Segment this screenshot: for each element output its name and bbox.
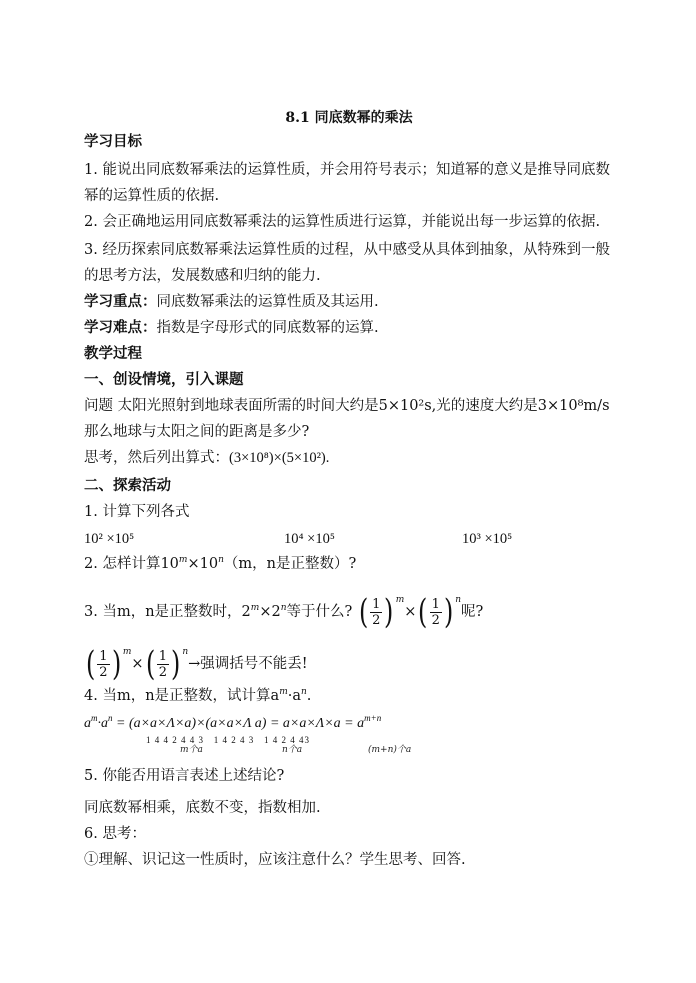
formula-brace-digits: 1 4 4 2 4 4 3 1 4 2 4 3 1 4 2 4 43: [146, 735, 310, 745]
goal-2: 2. 会正确地运用同底数幂乘法的运算性质进行运算，并能说出每一步运算的依据.: [84, 214, 601, 230]
emphasis-line: ( $\frac{1}{2}$ ) $^m$×( $\frac{1}{2}$ ) $^n$→强调括号不能丢!: [85, 644, 308, 684]
item-4-text: 4. 当m，n是正整数，试计算a: [84, 688, 280, 704]
item-5: 5. 你能否用语言表述上述结论?: [84, 768, 285, 784]
calc-expression-3: 10³ ×10⁵: [462, 531, 513, 547]
item-2-text-a: 2. 怎样计算10: [84, 556, 179, 572]
process-heading: 教学过程: [84, 345, 142, 362]
rule-statement: 同底数幂相乘，底数不变，指数相加.: [84, 800, 321, 816]
problem-line-2: 那么地球与太阳之间的距离是多少?: [84, 424, 310, 440]
item-3-text-c: 呢?: [461, 604, 484, 620]
key-points: [84, 292, 379, 312]
calc-expression-2: 10⁴ ×10⁵: [284, 531, 335, 547]
section-2-heading: 二、探索活动: [84, 477, 171, 494]
item-3: 3. 当m，n是正整数时，$2^m\times 2^n$等于什么? ( $\frac{1}{2}$ ) $^m$×( $\frac{1}{2}$ ) $^n$呢?: [84, 592, 484, 632]
item-6-1: ①理解、识记这一性质时，应该注意什么？学生思考、回答.: [84, 852, 466, 868]
goal-3-line-1: 3. 经历探索同底数幂乘法运算性质的过程，从中感受从具体到抽象，从特殊到一般: [84, 242, 610, 258]
brace-label-m: m个a: [180, 745, 203, 755]
item-4: 4. 当m，n是正整数，试计算$a^m\cdot a^n$.: [84, 687, 312, 704]
goal-3-line-2: 的思考方法，发展数感和归纳的能力.: [84, 268, 321, 284]
item-2-text-b: （m，n是正整数）?: [223, 556, 357, 572]
item-2: 2. 怎样计算$10^m\times 10^n(m$，n是正整数）?: [84, 555, 357, 572]
problem-line-1: 问题 太阳光照射到地球表面所需的时间大约是5×10²s,光的速度大约是3×10⁸m/s: [84, 398, 610, 414]
think-label: 思考，然后列出算式：: [84, 450, 229, 466]
goal-1-line-2: 幂的运算性质的依据.: [84, 188, 220, 204]
think-expression: (3×10⁸)×(5×10²).: [229, 450, 330, 466]
difficulties: [84, 318, 379, 338]
brace-label-n: n个a: [282, 745, 303, 755]
difficulty-text: 指数是字母形式的同底数幂的运算.: [156, 320, 379, 336]
difficulty-label: 学习难点：: [84, 319, 157, 336]
think-line: [84, 448, 329, 468]
calc-expression-1: 10² ×10⁵: [84, 531, 135, 547]
page-title: 8.1 同底数幂的乘法: [285, 110, 413, 126]
goals-heading: 学习目标: [84, 133, 142, 150]
section-1-heading: 一、创设情境，引入课题: [84, 371, 244, 388]
item-6: 6. 思考：: [84, 826, 146, 842]
item-3-text-a: 3. 当m，n是正整数时，2: [84, 604, 251, 620]
item-3-text-b: 等于什么?: [286, 604, 353, 620]
key-text: 同底数幂乘法的运算性质及其运用.: [156, 294, 379, 310]
goal-1-line-1: 1. 能说出同底数幂乘法的运算性质，并会用符号表示；知道幂的意义是推导同底数: [84, 162, 610, 178]
item-1: 1. 计算下列各式: [84, 504, 190, 520]
emphasis-text: →强调括号不能丢!: [188, 656, 308, 672]
key-label: 学习重点：: [84, 293, 157, 310]
brace-label-mn: (m+n)个a: [368, 745, 412, 755]
formula-line: $a^m\cdot a^n = (a\times a\times\Lambda\times a)\times(a\times a\times\Lambda$ $a) = a\times a\times\Lambda\times a = a^{m+n}$: [84, 713, 382, 731]
